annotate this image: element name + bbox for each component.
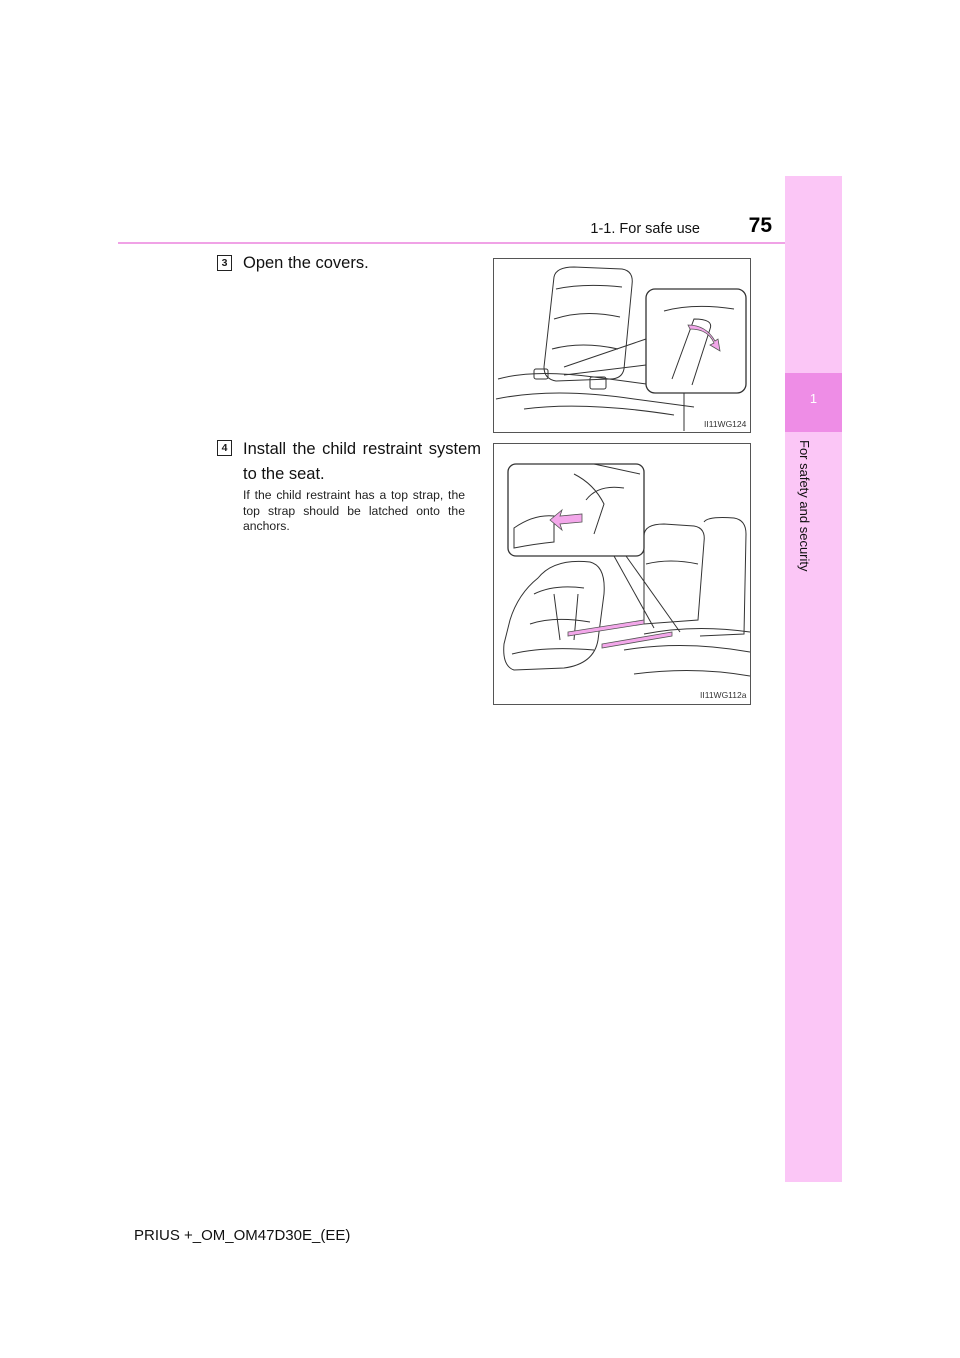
section-title: 1-1. For safe use [590, 221, 700, 237]
footer-document-id: PRIUS +_OM_OM47D30E_(EE) [134, 1227, 351, 1244]
child-seat-illustration [494, 444, 750, 704]
step-3-badge: 3 [217, 255, 232, 271]
step-3-heading: Open the covers. [243, 254, 369, 272]
page-number: 75 [748, 214, 772, 237]
figure-install-child-seat [493, 443, 751, 705]
header-rule [118, 242, 785, 244]
step-4-badge: 4 [217, 440, 232, 456]
figure-open-covers [493, 258, 751, 433]
chapter-side-tab [785, 176, 842, 1182]
seat-cover-illustration [494, 259, 750, 432]
chapter-title-wrap [785, 432, 842, 652]
chapter-title: For safety and security [797, 440, 812, 572]
figure-code-step-3: II11WG124 [704, 419, 747, 429]
chapter-number: 1 [809, 391, 818, 406]
step-4-note: If the child restraint has a top strap, the top strap should be latched onto the anchors. [243, 488, 465, 533]
figure-code-step-4: II11WG112a [700, 690, 747, 700]
step-4-heading: Install the child restraint system to the seat. [243, 440, 481, 483]
